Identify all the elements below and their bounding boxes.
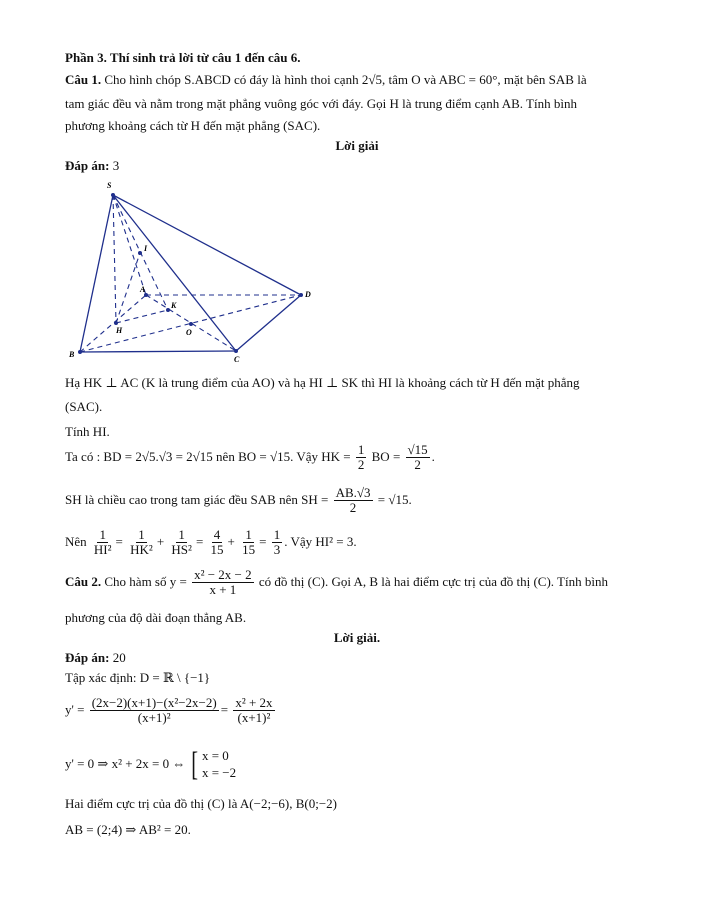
segment-hk — [116, 310, 168, 323]
q2-vector: AB = (2;4) ⇒ AB² = 20. — [65, 822, 191, 837]
label-d: D — [305, 290, 311, 299]
frac-den: 15 — [242, 542, 256, 558]
sol5-text-a: Nên — [65, 533, 87, 549]
fraction-1-15 — [240, 528, 257, 558]
segment-sh — [113, 195, 116, 323]
frac-den: 2 — [414, 457, 421, 473]
q1-sol-line2: Tính HI. — [65, 424, 110, 439]
deriv-text: y' = — [65, 701, 85, 717]
q2-label: Câu 2. — [65, 573, 102, 589]
fraction-sqrt15-half — [406, 443, 430, 473]
point-i — [138, 251, 142, 255]
point-b — [78, 350, 82, 354]
frac-num: 1 — [99, 527, 106, 542]
q1-sol-line3: Ta có : BD = 2√5.√3 = 2√15 nên BO = √15. Vậy HK = $\frac{1}{2}$ BO = $\frac{√15}{2}$ . — [65, 442, 435, 473]
q2-solution-title: Lời giải. — [333, 630, 381, 645]
frac-num: 1 — [138, 527, 145, 542]
edge-sc — [113, 195, 236, 351]
q1-label: Câu 1. — [65, 72, 102, 87]
point-d — [299, 293, 303, 297]
label-i: I — [144, 244, 148, 253]
frac-den: 15 — [210, 542, 224, 558]
frac-den: 3 — [273, 542, 281, 558]
pyramid-figure — [60, 175, 330, 370]
label-h: H — [116, 326, 123, 335]
label-s: S — [107, 181, 112, 190]
fraction-half — [356, 443, 367, 473]
frac-num: (2x−2)(x+1)−(x²−2x−2) — [91, 695, 217, 710]
q2-line1 — [65, 568, 608, 598]
q1-answer — [65, 158, 119, 174]
point-o — [189, 322, 193, 326]
q1-solution-title: Lời giải — [335, 138, 379, 153]
edge-bc — [80, 351, 236, 352]
fraction-1-3 — [272, 528, 283, 558]
point-h — [114, 321, 118, 325]
point-c — [234, 349, 238, 353]
label-k: K — [171, 301, 177, 310]
edge-cd — [236, 295, 301, 351]
system-row-2: x = −2 — [201, 765, 237, 780]
fraction-4-15 — [209, 528, 226, 558]
q1-answer-label: Đáp án: — [65, 158, 110, 173]
q1-answer-value: 3 — [112, 158, 120, 173]
fraction-1-hs2 — [169, 528, 194, 558]
label-o: O — [186, 328, 192, 337]
q1-sol-line1b: (SAC). — [65, 399, 103, 414]
frac-num: 1 — [178, 527, 185, 542]
q1-sol-line5: Nên $\frac{1}{\text{HI²}}$ = $\frac{1}{\text{HK²}}$ + $\frac{1}{\text{HS²}}$ = $\frac{4}{15}$ + $\frac{1}{15}$ = $\frac{1}{3}$ . Vậy HI² = 3. — [65, 527, 357, 558]
frac-den: (x+1)² — [237, 710, 271, 726]
fraction-derivative-1 — [90, 696, 219, 726]
sol4-text-b: = √15. — [377, 491, 412, 507]
q2-answer-label: Đáp án: — [65, 650, 110, 665]
zero-text: y' = 0 ⇒ x² + 2x = 0 ⇔ — [65, 755, 186, 771]
frac-num: √15 — [407, 442, 428, 457]
q2-answer-value: 20 — [112, 650, 126, 665]
q2-text-b: có đồ thị (C). Gọi A, B là hai điểm cực trị của đồ thị (C). Tính bình — [258, 573, 608, 589]
solution-system — [189, 748, 237, 782]
frac-num: 1 — [273, 527, 281, 542]
sol3-text-a: Ta có : BD = 2√5.√3 = 2√15 nên BO = √15. Vậy HK = — [65, 448, 351, 464]
q2-zero — [65, 748, 236, 782]
sol4-text-a: SH là chiều cao trong tam giác đều SAB nên SH = — [65, 491, 329, 507]
segment-hi — [116, 253, 140, 323]
frac-den: HI² — [93, 542, 112, 558]
fraction-1-hk2 — [128, 528, 155, 558]
q2-derivative: y' = $\frac{\text{(2x−2)(x+1)−(x²−2x−2)}}{\text{(x+1)²}}$ = $\frac{\text{x² + 2x}}{\text{(x+1)²}}$ — [65, 695, 273, 726]
frac-num: x² + 2x — [235, 695, 273, 710]
q1-text-1: Cho hình chóp S.ABCD có đáy là hình thoi cạnh 2√5, tâm O và ABC = 60°, mặt bên SAB là — [104, 72, 587, 87]
frac-num: 1 — [245, 527, 252, 542]
bracket-icon: [ — [190, 746, 198, 783]
sol3-text-b: BO = — [371, 448, 401, 464]
point-k — [166, 308, 170, 312]
q1-sol-line4 — [65, 486, 412, 516]
q1-sol-line1: Hạ HK ⊥ AC (K là trung điểm của AO) và hạ HI ⊥ SK thì HI là khoảng cách từ H đến mặt phẳng — [65, 375, 580, 390]
part-heading: Phần 3. Thí sinh trả lời từ câu 1 đến câu 6. — [65, 50, 301, 65]
label-c: C — [234, 355, 240, 364]
frac-num: 1 — [357, 442, 365, 457]
q1-line3: phương khoảng cách từ H đến mặt phẳng (SAC). — [65, 118, 321, 133]
fraction-1-hi2 — [92, 528, 114, 558]
frac-den: HK² — [130, 542, 153, 558]
edge-sd — [113, 195, 301, 295]
q2-line2: phương của độ dài đoạn thẳng AB. — [65, 610, 247, 625]
sol5-text-b: . Vậy HI² = 3. — [284, 533, 357, 549]
fraction-derivative-2 — [233, 696, 274, 726]
frac-den: 2 — [349, 500, 357, 516]
frac-den: 2 — [357, 457, 365, 473]
frac-num: 4 — [213, 527, 221, 542]
point-s — [111, 193, 115, 197]
fraction-function — [192, 568, 254, 598]
frac-den: HS² — [171, 542, 192, 558]
q2-text-a: Cho hàm số y = — [104, 573, 187, 589]
frac-den: (x+1)² — [137, 710, 171, 726]
label-a: A — [140, 285, 146, 294]
q1-line1 — [65, 72, 587, 88]
q2-extrema: Hai điểm cực trị của đồ thị (C) là A(−2;−6), B(0;−2) — [65, 796, 338, 811]
label-b: B — [69, 350, 75, 359]
frac-num: AB.√3 — [335, 485, 371, 500]
q2-answer — [65, 650, 126, 666]
q1-line2: tam giác đều và nằm trong mặt phẳng vuông góc với đáy. Gọi H là trung điểm cạnh AB. Tính bình — [65, 96, 577, 111]
frac-den: x + 1 — [209, 582, 237, 598]
system-row-1: x = 0 — [201, 748, 229, 764]
fraction-sh — [334, 486, 373, 516]
q2-domain: Tập xác định: D = ℝ \ {−1} — [65, 670, 211, 685]
frac-num: x² − 2x − 2 — [194, 567, 252, 582]
